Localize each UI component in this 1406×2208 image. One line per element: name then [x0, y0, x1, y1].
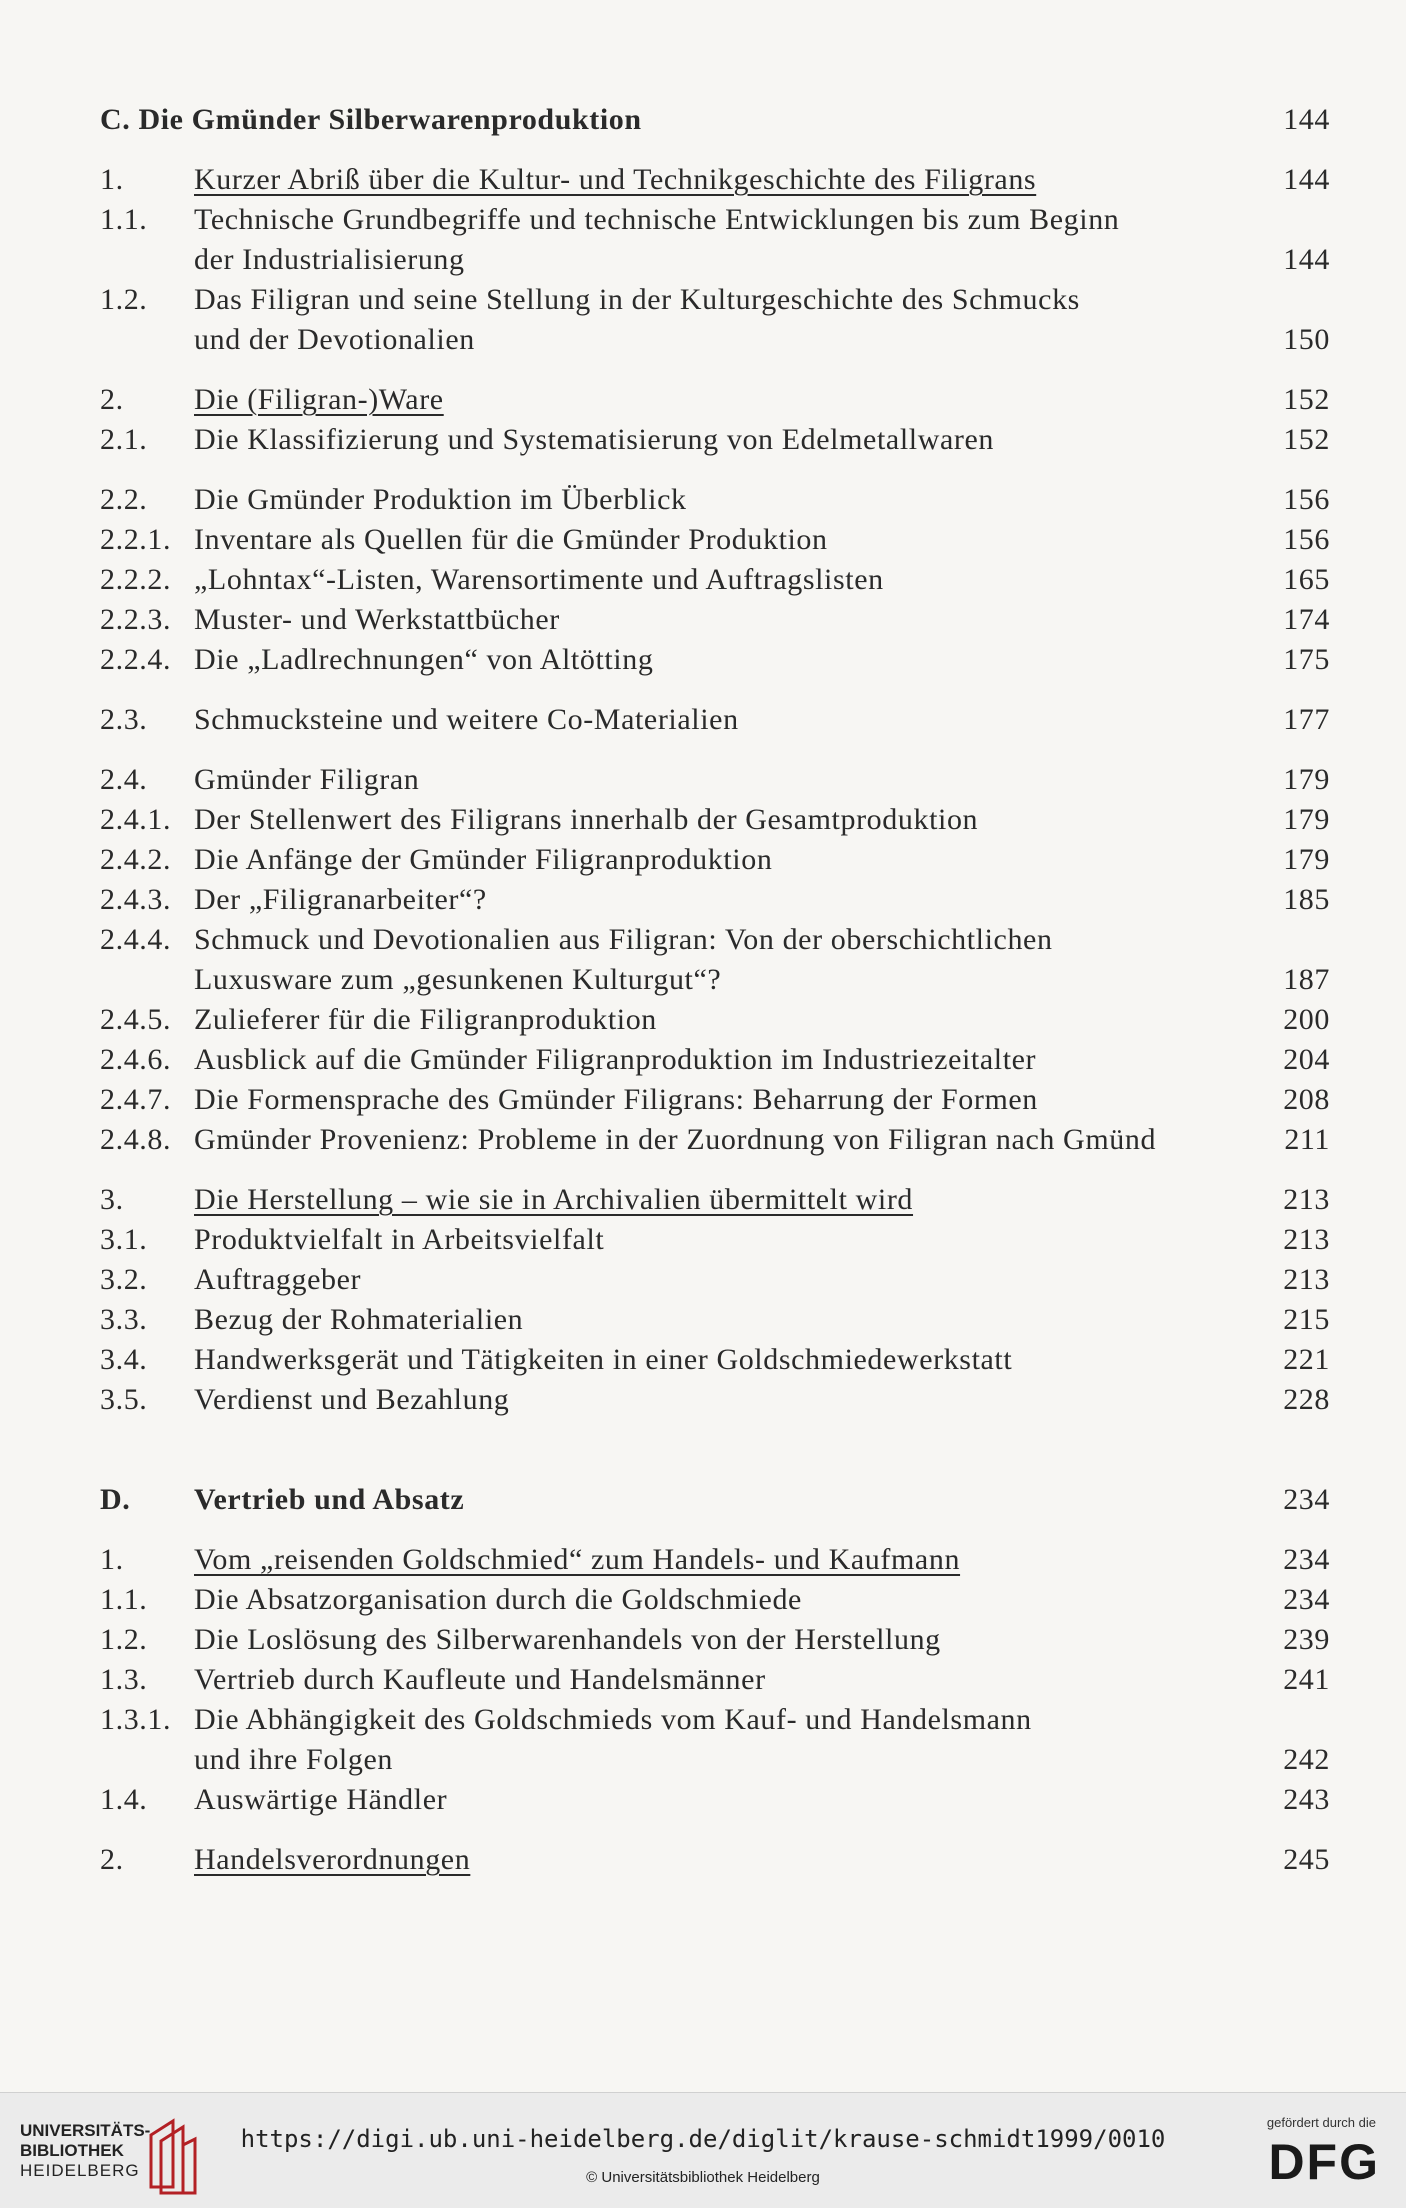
toc-entry[interactable]	[100, 1080, 1330, 1120]
entry-page: 185	[1283, 883, 1330, 916]
entry-page: 221	[1283, 1343, 1330, 1376]
entry-title	[194, 1380, 1210, 1420]
entry-title-line: Verdienst und Bezahlung	[194, 1383, 510, 1416]
dfg-logo: DFG	[1268, 2134, 1380, 2190]
entry-title	[194, 1080, 1210, 1120]
entry-page: 177	[1283, 703, 1330, 736]
entry-number: 3.1.	[100, 1223, 148, 1256]
entry-page: 174	[1283, 603, 1330, 636]
section-gap	[100, 1420, 1330, 1480]
entry-number: 3.4.	[100, 1343, 148, 1376]
entry-page: 150	[1283, 323, 1330, 356]
entry-page: 234	[1283, 1543, 1330, 1576]
entry-title-line-2: der Industrialisierung	[194, 243, 465, 276]
entry-number: 2.2.1.	[100, 523, 172, 556]
entry-title-line: Zulieferer für die Filigranproduktion	[194, 1003, 657, 1036]
entry-page: 165	[1283, 563, 1330, 596]
toc-entry[interactable]	[100, 1380, 1330, 1420]
entry-title-line: Bezug der Rohmaterialien	[194, 1303, 524, 1336]
entry-title-line: „Lohntax“-Listen, Warensortimente und Auftragslisten	[194, 563, 884, 596]
entry-page: 213	[1283, 1223, 1330, 1256]
entry-number: 2.2.3.	[100, 603, 172, 636]
entry-title	[194, 920, 1210, 1000]
toc-entry[interactable]	[100, 1300, 1330, 1340]
entry-number: 2.1.	[100, 423, 148, 456]
toc-entry[interactable]	[100, 880, 1330, 920]
entry-number: 2.	[100, 1843, 124, 1876]
entry-title	[194, 380, 1210, 420]
entry-number: 2.4.3.	[100, 883, 172, 916]
entry-title-line: Handwerksgerät und Tätigkeiten in einer Goldschmiedewerkstatt	[194, 1343, 1013, 1376]
entry-number: 2.4.4.	[100, 923, 172, 956]
entry-page: 234	[1283, 1583, 1330, 1616]
chapter-heading	[100, 1480, 1330, 1520]
entry-number: 3.3.	[100, 1303, 148, 1336]
entry-page: 144	[1283, 163, 1330, 196]
entry-title-line: Inventare als Quellen für die Gmünder Produktion	[194, 523, 828, 556]
chapter-number: D.	[100, 1483, 131, 1516]
section-gap	[100, 1820, 1330, 1840]
toc-entry[interactable]	[100, 1040, 1330, 1080]
entry-number: 1.	[100, 1543, 124, 1576]
toc-entry[interactable]	[100, 1260, 1330, 1300]
entry-title-line: Die Herstellung – wie sie in Archivalien übermittelt wird	[194, 1183, 914, 1216]
entry-number: 3.5.	[100, 1383, 148, 1416]
entry-title-line: Die Anfänge der Gmünder Filigranproduktion	[194, 843, 773, 876]
toc-entry[interactable]	[100, 760, 1330, 800]
entry-number: 1.4.	[100, 1783, 148, 1816]
entry-page: 175	[1283, 643, 1330, 676]
toc-entry[interactable]	[100, 640, 1330, 680]
entry-number: 2.2.2.	[100, 563, 172, 596]
entry-title-line: Schmuck und Devotionalien aus Filigran: Von der oberschichtlichen	[194, 923, 1053, 956]
entry-title-line: Gmünder Filigran	[194, 763, 420, 796]
entry-page: 179	[1283, 763, 1330, 796]
entry-title-line: Vom „reisenden Goldschmied“ zum Handels- und Kaufmann	[194, 1543, 961, 1576]
entry-page: 213	[1283, 1263, 1330, 1296]
entry-number: 2.4.7.	[100, 1083, 172, 1116]
entry-title	[194, 600, 1210, 640]
toc-entry[interactable]	[100, 920, 1330, 1000]
toc-entry[interactable]	[100, 1620, 1330, 1660]
entry-page: 179	[1283, 803, 1330, 836]
entry-number: 2.4.6.	[100, 1043, 172, 1076]
entry-page: 152	[1283, 383, 1330, 416]
section-gap	[100, 460, 1330, 480]
entry-title	[194, 1660, 1210, 1700]
entry-title-line-2: und der Devotionalien	[194, 323, 475, 356]
toc-entry[interactable]	[100, 1540, 1330, 1580]
entry-title-line: Die Gmünder Produktion im Überblick	[194, 483, 687, 516]
entry-title-line: Die Absatzorganisation durch die Goldschmiede	[194, 1583, 802, 1616]
entry-title	[194, 560, 1210, 600]
funding-caption: gefördert durch die	[1266, 2115, 1376, 2130]
entry-title-line: Vertrieb durch Kaufleute und Handelsmänner	[194, 1663, 766, 1696]
entry-title	[194, 480, 1210, 520]
section-gap	[100, 140, 1330, 160]
entry-number: 1.1.	[100, 203, 148, 236]
entry-title-line: Technische Grundbegriffe und technische Entwicklungen bis zum Beginn	[194, 203, 1120, 236]
entry-number: 1.2.	[100, 1623, 148, 1656]
entry-title	[194, 1300, 1210, 1340]
entry-title-line: Schmucksteine und weitere Co-Materialien	[194, 703, 739, 736]
toc-entry[interactable]	[100, 1700, 1330, 1780]
entry-number: 2.2.4.	[100, 643, 172, 676]
section-gap	[100, 740, 1330, 760]
toc-entry[interactable]	[100, 600, 1330, 640]
entry-title	[194, 840, 1210, 880]
toc-entry[interactable]	[100, 560, 1330, 600]
entry-page: 211	[1284, 1123, 1330, 1156]
entry-title-line: Produktvielfalt in Arbeitsvielfalt	[194, 1223, 605, 1256]
toc-entry[interactable]	[100, 380, 1330, 420]
permalink-url[interactable]: https://digi.ub.uni-heidelberg.de/diglit/krause-schmidt1999/0010	[240, 2125, 1166, 2153]
toc-entry[interactable]	[100, 1580, 1330, 1620]
entry-title-line: Das Filigran und seine Stellung in der Kulturgeschichte des Schmucks	[194, 283, 1080, 316]
toc-entry[interactable]	[100, 420, 1330, 460]
entry-title	[194, 760, 1210, 800]
entry-title-line: Auswärtige Händler	[194, 1783, 448, 1816]
toc-entry[interactable]	[100, 1660, 1330, 1700]
table-of-contents	[100, 100, 1330, 1880]
toc-entry[interactable]	[100, 520, 1330, 560]
footer-bar	[0, 2092, 1406, 2208]
entry-title	[194, 280, 1210, 360]
chapter-title: Vertrieb und Absatz	[194, 1483, 465, 1516]
entry-page: 243	[1283, 1783, 1330, 1816]
entry-title-line: Die Loslösung des Silberwarenhandels von der Herstellung	[194, 1623, 941, 1656]
chapter-heading	[100, 100, 1330, 140]
entry-title-line-2: und ihre Folgen	[194, 1743, 393, 1776]
section-gap	[100, 1160, 1330, 1180]
toc-entry[interactable]	[100, 700, 1330, 740]
entry-title	[194, 200, 1210, 280]
entry-title-line: Die Klassifizierung und Systematisierung von Edelmetallwaren	[194, 423, 994, 456]
toc-entry[interactable]	[100, 280, 1330, 360]
toc-entry[interactable]	[100, 1780, 1330, 1820]
entry-title	[194, 1620, 1210, 1660]
entry-number: 1.3.	[100, 1663, 148, 1696]
entry-number: 2.4.1.	[100, 803, 172, 836]
entry-number: 1.	[100, 163, 124, 196]
toc-entry[interactable]	[100, 1840, 1330, 1880]
entry-title-line: Ausblick auf die Gmünder Filigranproduktion im Industriezeitalter	[194, 1043, 1037, 1076]
entry-title	[194, 1540, 1210, 1580]
entry-title	[194, 1220, 1210, 1260]
logo-line-1: UNIVERSITÄTS-	[20, 2121, 151, 2140]
entry-number: 1.1.	[100, 1583, 148, 1616]
toc-entry[interactable]	[100, 200, 1330, 280]
entry-title-line: Muster- und Werkstattbücher	[194, 603, 560, 636]
entry-title	[194, 1040, 1210, 1080]
entry-number: 2.2.	[100, 483, 148, 516]
entry-title	[194, 700, 1210, 740]
entry-number: 2.4.8.	[100, 1123, 172, 1156]
entry-title-line: Gmünder Provenienz: Probleme in der Zuordnung von Filigran nach Gmünd	[194, 1123, 1157, 1156]
entry-page: 208	[1283, 1083, 1330, 1116]
entry-number: 2.4.	[100, 763, 148, 796]
entry-page: 204	[1283, 1043, 1330, 1076]
entry-title-line: Die „Ladlrechnungen“ von Altötting	[194, 643, 654, 676]
toc-entry[interactable]	[100, 840, 1330, 880]
chapter-title: C. Die Gmünder Silberwarenproduktion	[100, 103, 642, 136]
entry-title	[194, 1120, 1210, 1160]
entry-number: 1.3.1.	[100, 1703, 172, 1736]
entry-title	[194, 1000, 1210, 1040]
entry-page: 241	[1283, 1663, 1330, 1696]
entry-page: 245	[1283, 1843, 1330, 1876]
entry-title-line: Die Abhängigkeit des Goldschmieds vom Kauf- und Handelsmann	[194, 1703, 1032, 1736]
toc-entry[interactable]	[100, 160, 1330, 200]
entry-title	[194, 1340, 1210, 1380]
toc-entry[interactable]	[100, 1340, 1330, 1380]
copyright-text: © Universitätsbibliothek Heidelberg	[586, 2169, 820, 2186]
toc-entry[interactable]	[100, 1000, 1330, 1040]
logo-line-3: HEIDELBERG	[20, 2161, 140, 2180]
entry-number: 3.	[100, 1183, 124, 1216]
entry-page: 239	[1283, 1623, 1330, 1656]
toc-entry[interactable]	[100, 1120, 1330, 1160]
entry-page: 152	[1283, 423, 1330, 456]
entry-title-line: Die (Filigran-)Ware	[194, 383, 444, 416]
entry-title	[194, 1840, 1210, 1880]
entry-page: 215	[1283, 1303, 1330, 1336]
entry-page: 213	[1283, 1183, 1330, 1216]
entry-number: 1.2.	[100, 283, 148, 316]
toc-entry[interactable]	[100, 1180, 1330, 1220]
entry-title	[194, 1260, 1210, 1300]
entry-title	[194, 520, 1210, 560]
section-gap	[100, 1520, 1330, 1540]
entry-page: 156	[1283, 523, 1330, 556]
entry-number: 3.2.	[100, 1263, 148, 1296]
entry-page: 242	[1283, 1743, 1330, 1776]
entry-page: 156	[1283, 483, 1330, 516]
entry-title	[194, 160, 1210, 200]
entry-number: 2.4.5.	[100, 1003, 172, 1036]
entry-title-line: Handelsverordnungen	[194, 1843, 471, 1876]
logo-line-2: BIBLIOTHEK	[20, 2141, 124, 2160]
entry-title-line: Auftraggeber	[194, 1263, 362, 1296]
entry-page: 228	[1283, 1383, 1330, 1416]
entry-page: 187	[1283, 963, 1330, 996]
toc-entry[interactable]	[100, 1220, 1330, 1260]
entry-number: 2.3.	[100, 703, 148, 736]
entry-title-line: Der Stellenwert des Filigrans innerhalb der Gesamtproduktion	[194, 803, 979, 836]
section-gap	[100, 360, 1330, 380]
entry-title	[194, 1700, 1210, 1780]
entry-page: 200	[1283, 1003, 1330, 1036]
entry-title-line: Kurzer Abriß über die Kultur- und Technikgeschichte des Filigrans	[194, 163, 1037, 196]
entry-title	[194, 880, 1210, 920]
toc-entry[interactable]	[100, 480, 1330, 520]
entry-title	[194, 1780, 1210, 1820]
entry-number: 2.	[100, 383, 124, 416]
section-gap	[100, 680, 1330, 700]
entry-page: 179	[1283, 843, 1330, 876]
entry-title-line: Der „Filigranarbeiter“?	[194, 883, 487, 916]
entry-title	[194, 640, 1210, 680]
entry-title	[194, 420, 1210, 460]
entry-title-line: Die Formensprache des Gmünder Filigrans: Beharrung der Formen	[194, 1083, 1038, 1116]
chapter-page: 144	[1283, 103, 1330, 136]
entry-title	[194, 1580, 1210, 1620]
entry-title	[194, 800, 1210, 840]
toc-entry[interactable]	[100, 800, 1330, 840]
entry-title-line-2: Luxusware zum „gesunkenen Kulturgut“?	[194, 963, 722, 996]
entry-title	[194, 1180, 1210, 1220]
entry-number: 2.4.2.	[100, 843, 172, 876]
chapter-page: 234	[1283, 1483, 1330, 1516]
entry-page: 144	[1283, 243, 1330, 276]
